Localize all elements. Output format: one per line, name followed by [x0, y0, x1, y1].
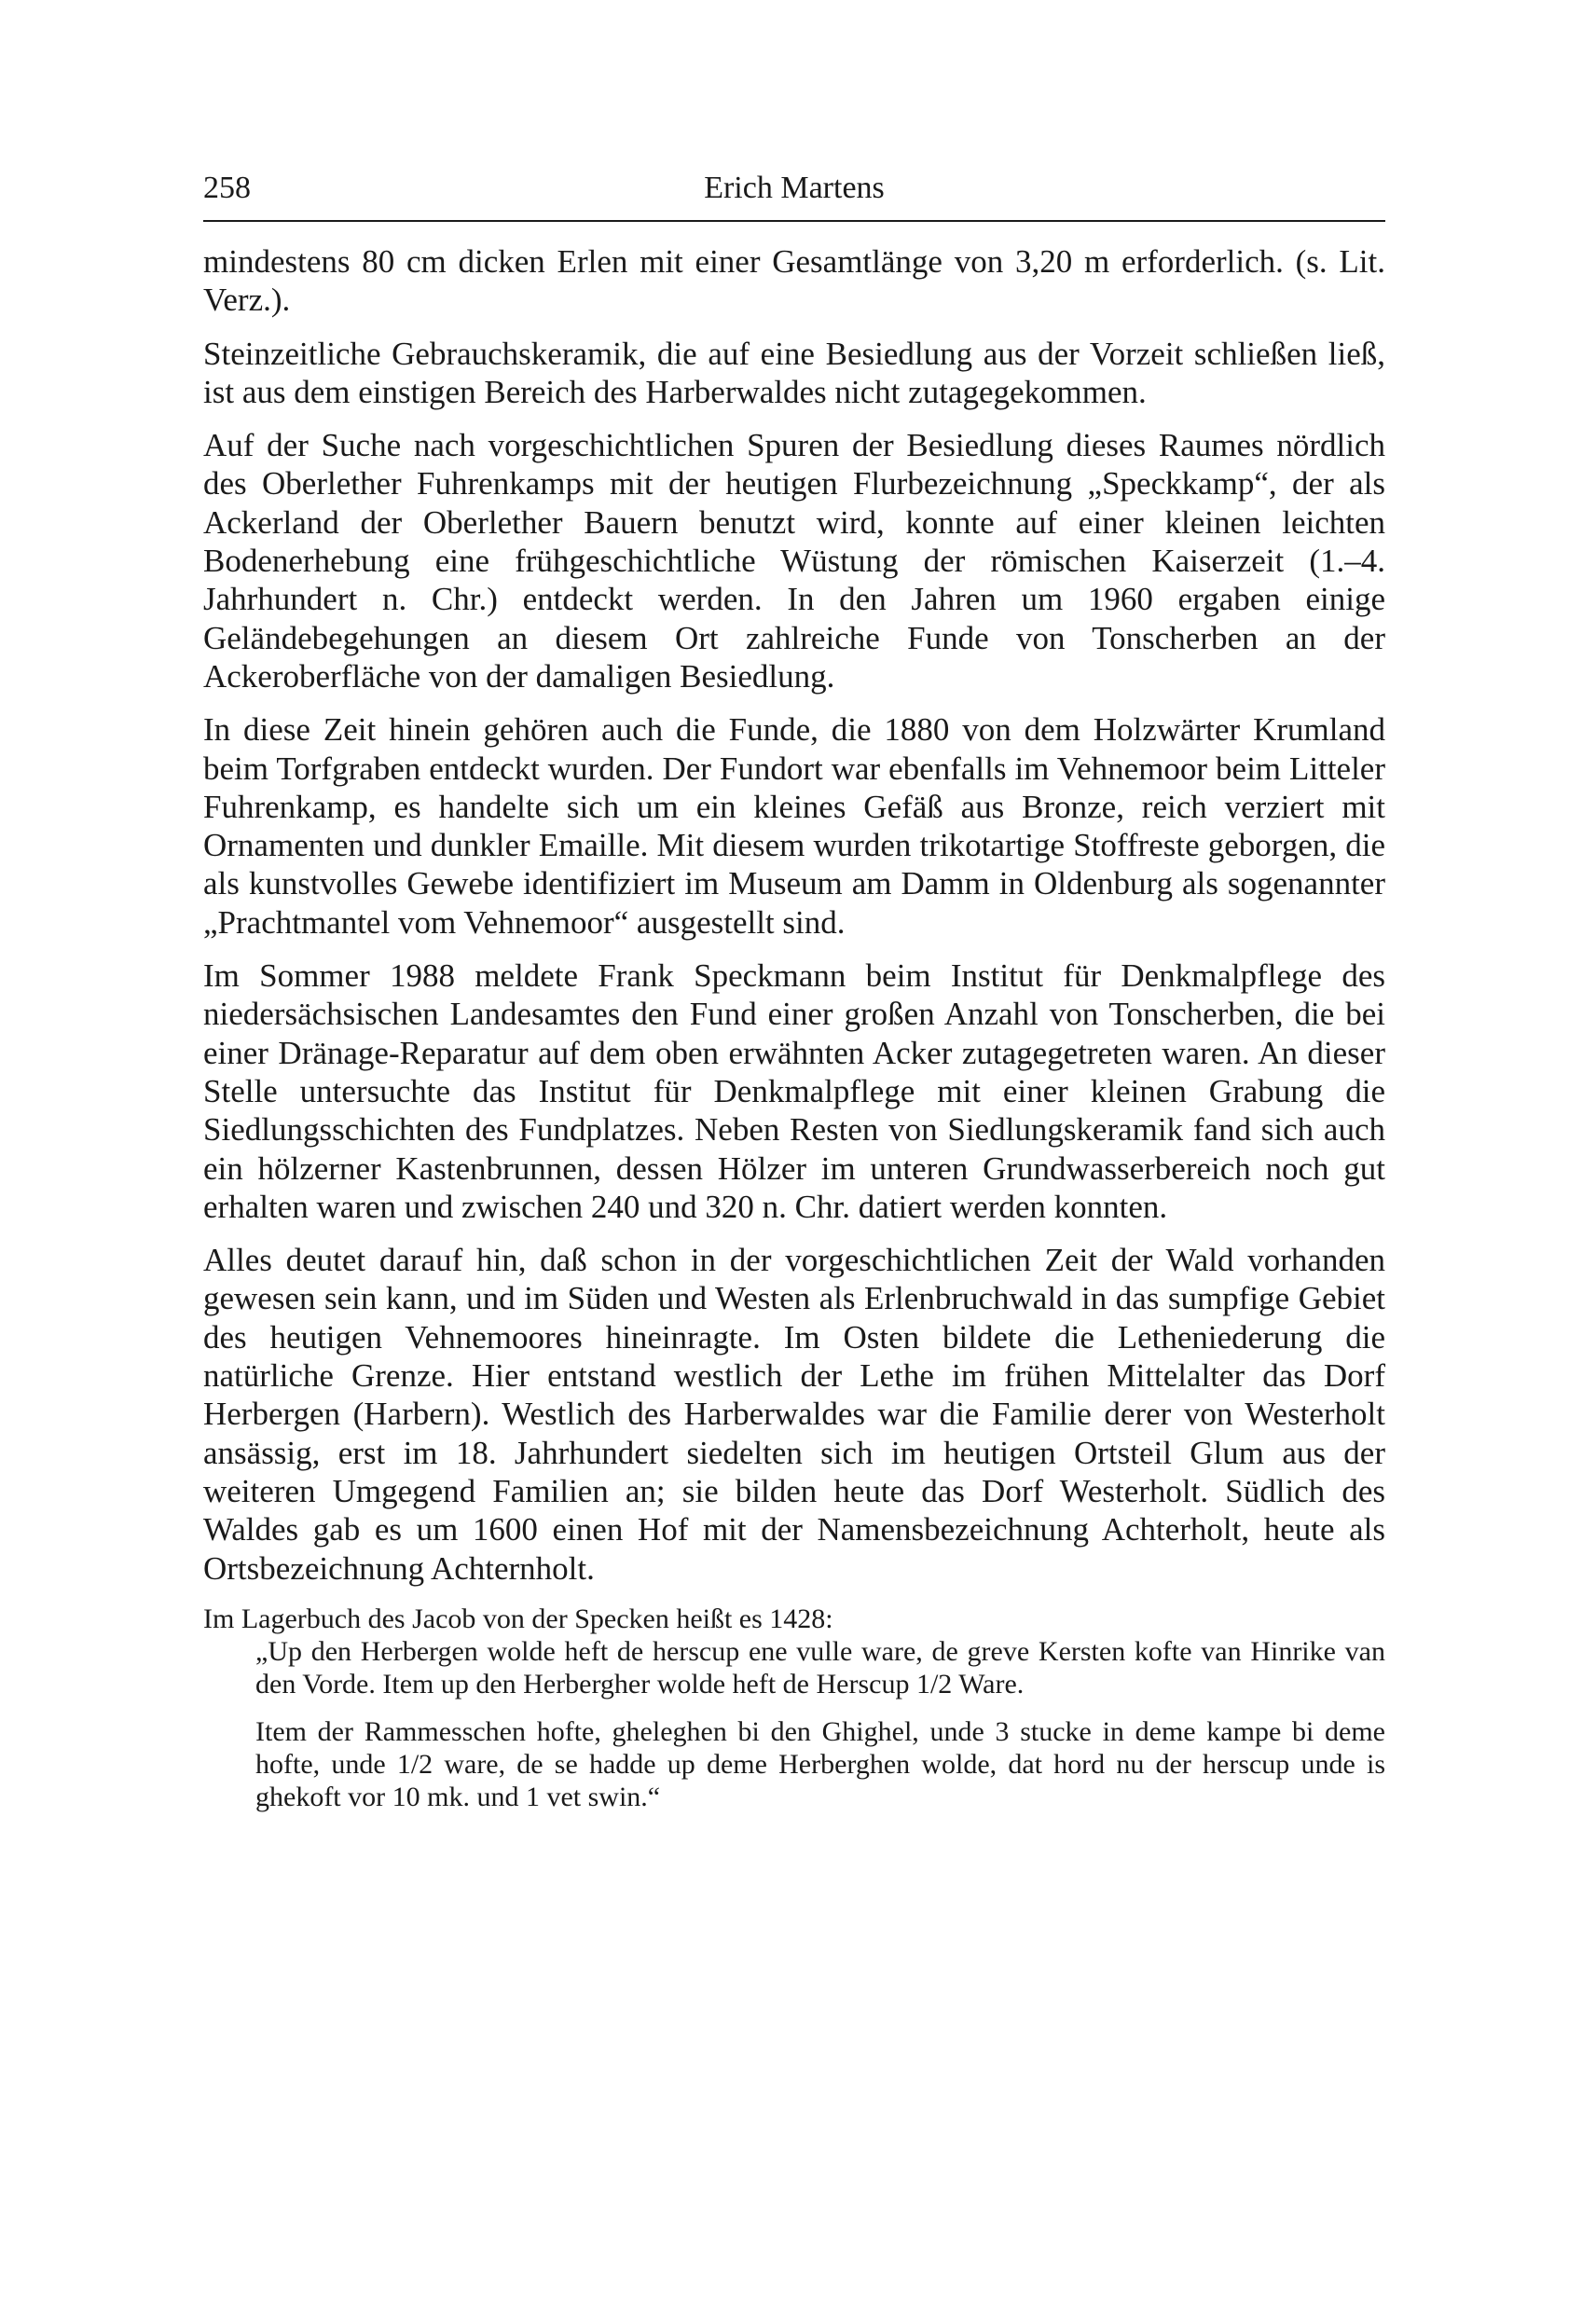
quote-1: „Up den Herbergen wolde heft de herscup ene vulle ware, de greve Kersten kofte van Hinrike van den Vorde. Item up den Herbergher wolde heft de Herscup 1/2 Ware. [255, 1635, 1385, 1700]
paragraph-5: Im Sommer 1988 meldete Frank Speckmann beim Institut für Denkmalpflege des niedersächsischen Landesamtes den Fund einer großen Anzahl von Tonscherben, die bei einer Dränage-Reparatur auf dem oben erwähnten Acker zutagegetreten waren. An dieser Stelle untersuchte das Institut für Denkmalpflege mit einer kleinen Grabung die Siedlungsschichten des Fundplatzes. Neben Resten von Siedlungskeramik fand sich auch ein hölzerner Kastenbrunnen, dessen Hölzer im unteren Grundwasserbereich noch gut erhalten waren und zwischen 240 und 320 n. Chr. datiert werden konnten. [203, 957, 1385, 1225]
book-page [203, 168, 1385, 1813]
paragraph-4: In diese Zeit hinein gehören auch die Funde, die 1880 von dem Holzwärter Krumland beim Torfgraben entdeckt wurden. Der Fundort war ebenfalls im Vehnemoor beim Litteler Fuhrenkamp, es handelte sich um ein kleines Gefäß aus Bronze, reich verziert mit Ornamenten und dunkler Emaille. Mit diesem wurden trikotartige Stoffreste geborgen, die als kunstvolles Gewebe identifiziert im Museum am Damm in Oldenburg als sogenannter „Prachtmantel vom Vehnemoor“ ausgestellt sind. [203, 711, 1385, 941]
header-rule [203, 220, 1385, 222]
page-number: 258 [203, 171, 251, 205]
citation-intro: Im Lagerbuch des Jacob von der Specken heißt es 1428: [203, 1603, 833, 1634]
paragraph-2: Steinzeitliche Gebrauchskeramik, die auf eine Besiedlung aus der Vorzeit schließen ließ, ist aus dem einstigen Bereich des Harberwaldes nicht zutagegekommen. [203, 335, 1385, 410]
running-header [203, 168, 1385, 216]
running-head-author: Erich Martens [704, 171, 885, 205]
paragraph-3: Auf der Suche nach vorgeschichtlichen Spuren der Besiedlung dieses Raumes nördlich des Oberlether Fuhrenkamps mit der heutigen Flurbezeichnung „Speckkamp“, der als Ackerland der Oberlether Bauern benutzt wird, konnte auf einer kleinen leichten Bodenerhebung eine frühgeschichtliche Wüstung der römischen Kaiserzeit (1.–4. Jahrhundert n. Chr.) entdeckt werden. In den Jahren um 1960 ergaben einige Geländebegehungen an diesem Ort zahlreiche Funde von Tonscherben an der Ackeroberfläche von der damaligen Besiedlung. [203, 427, 1385, 695]
paragraph-6: Alles deutet darauf hin, daß schon in der vorgeschichtlichen Zeit der Wald vorhanden gewesen sein kann, und im Süden und Westen als Erlenbruchwald in das sumpfige Gebiet des heutigen Vehnemoores hineinragte. Im Osten bildete die Letheniederung die natürliche Grenze. Hier entstand westlich der Lethe im frühen Mittelalter das Dorf Herbergen (Harbern). Westlich des Harberwaldes war die Familie derer von Westerholt ansässig, erst im 18. Jahrhundert siedelten sich im heutigen Ortsteil Glum aus der weiteren Umgegend Familien an; sie bilden heute das Dorf Westerholt. Südlich des Waldes gab es um 1600 einen Hof mit der Namensbezeichnung Achterholt, heute als Ortsbezeichnung Achternholt. [203, 1242, 1385, 1587]
quote-2: Item der Rammesschen hofte, gheleghen bi den Ghighel, unde 3 stucke in deme kampe bi deme hofte, unde 1/2 ware, de se hadde up deme Herberghen wolde, dat hord nu der herscup unde is ghekoft vor 10 mk. und 1 vet swin.“ [255, 1715, 1385, 1812]
paragraph-1: mindestens 80 cm dicken Erlen mit einer Gesamtlänge von 3,20 m erforderlich. (s. Lit. Verz.). [203, 243, 1385, 319]
